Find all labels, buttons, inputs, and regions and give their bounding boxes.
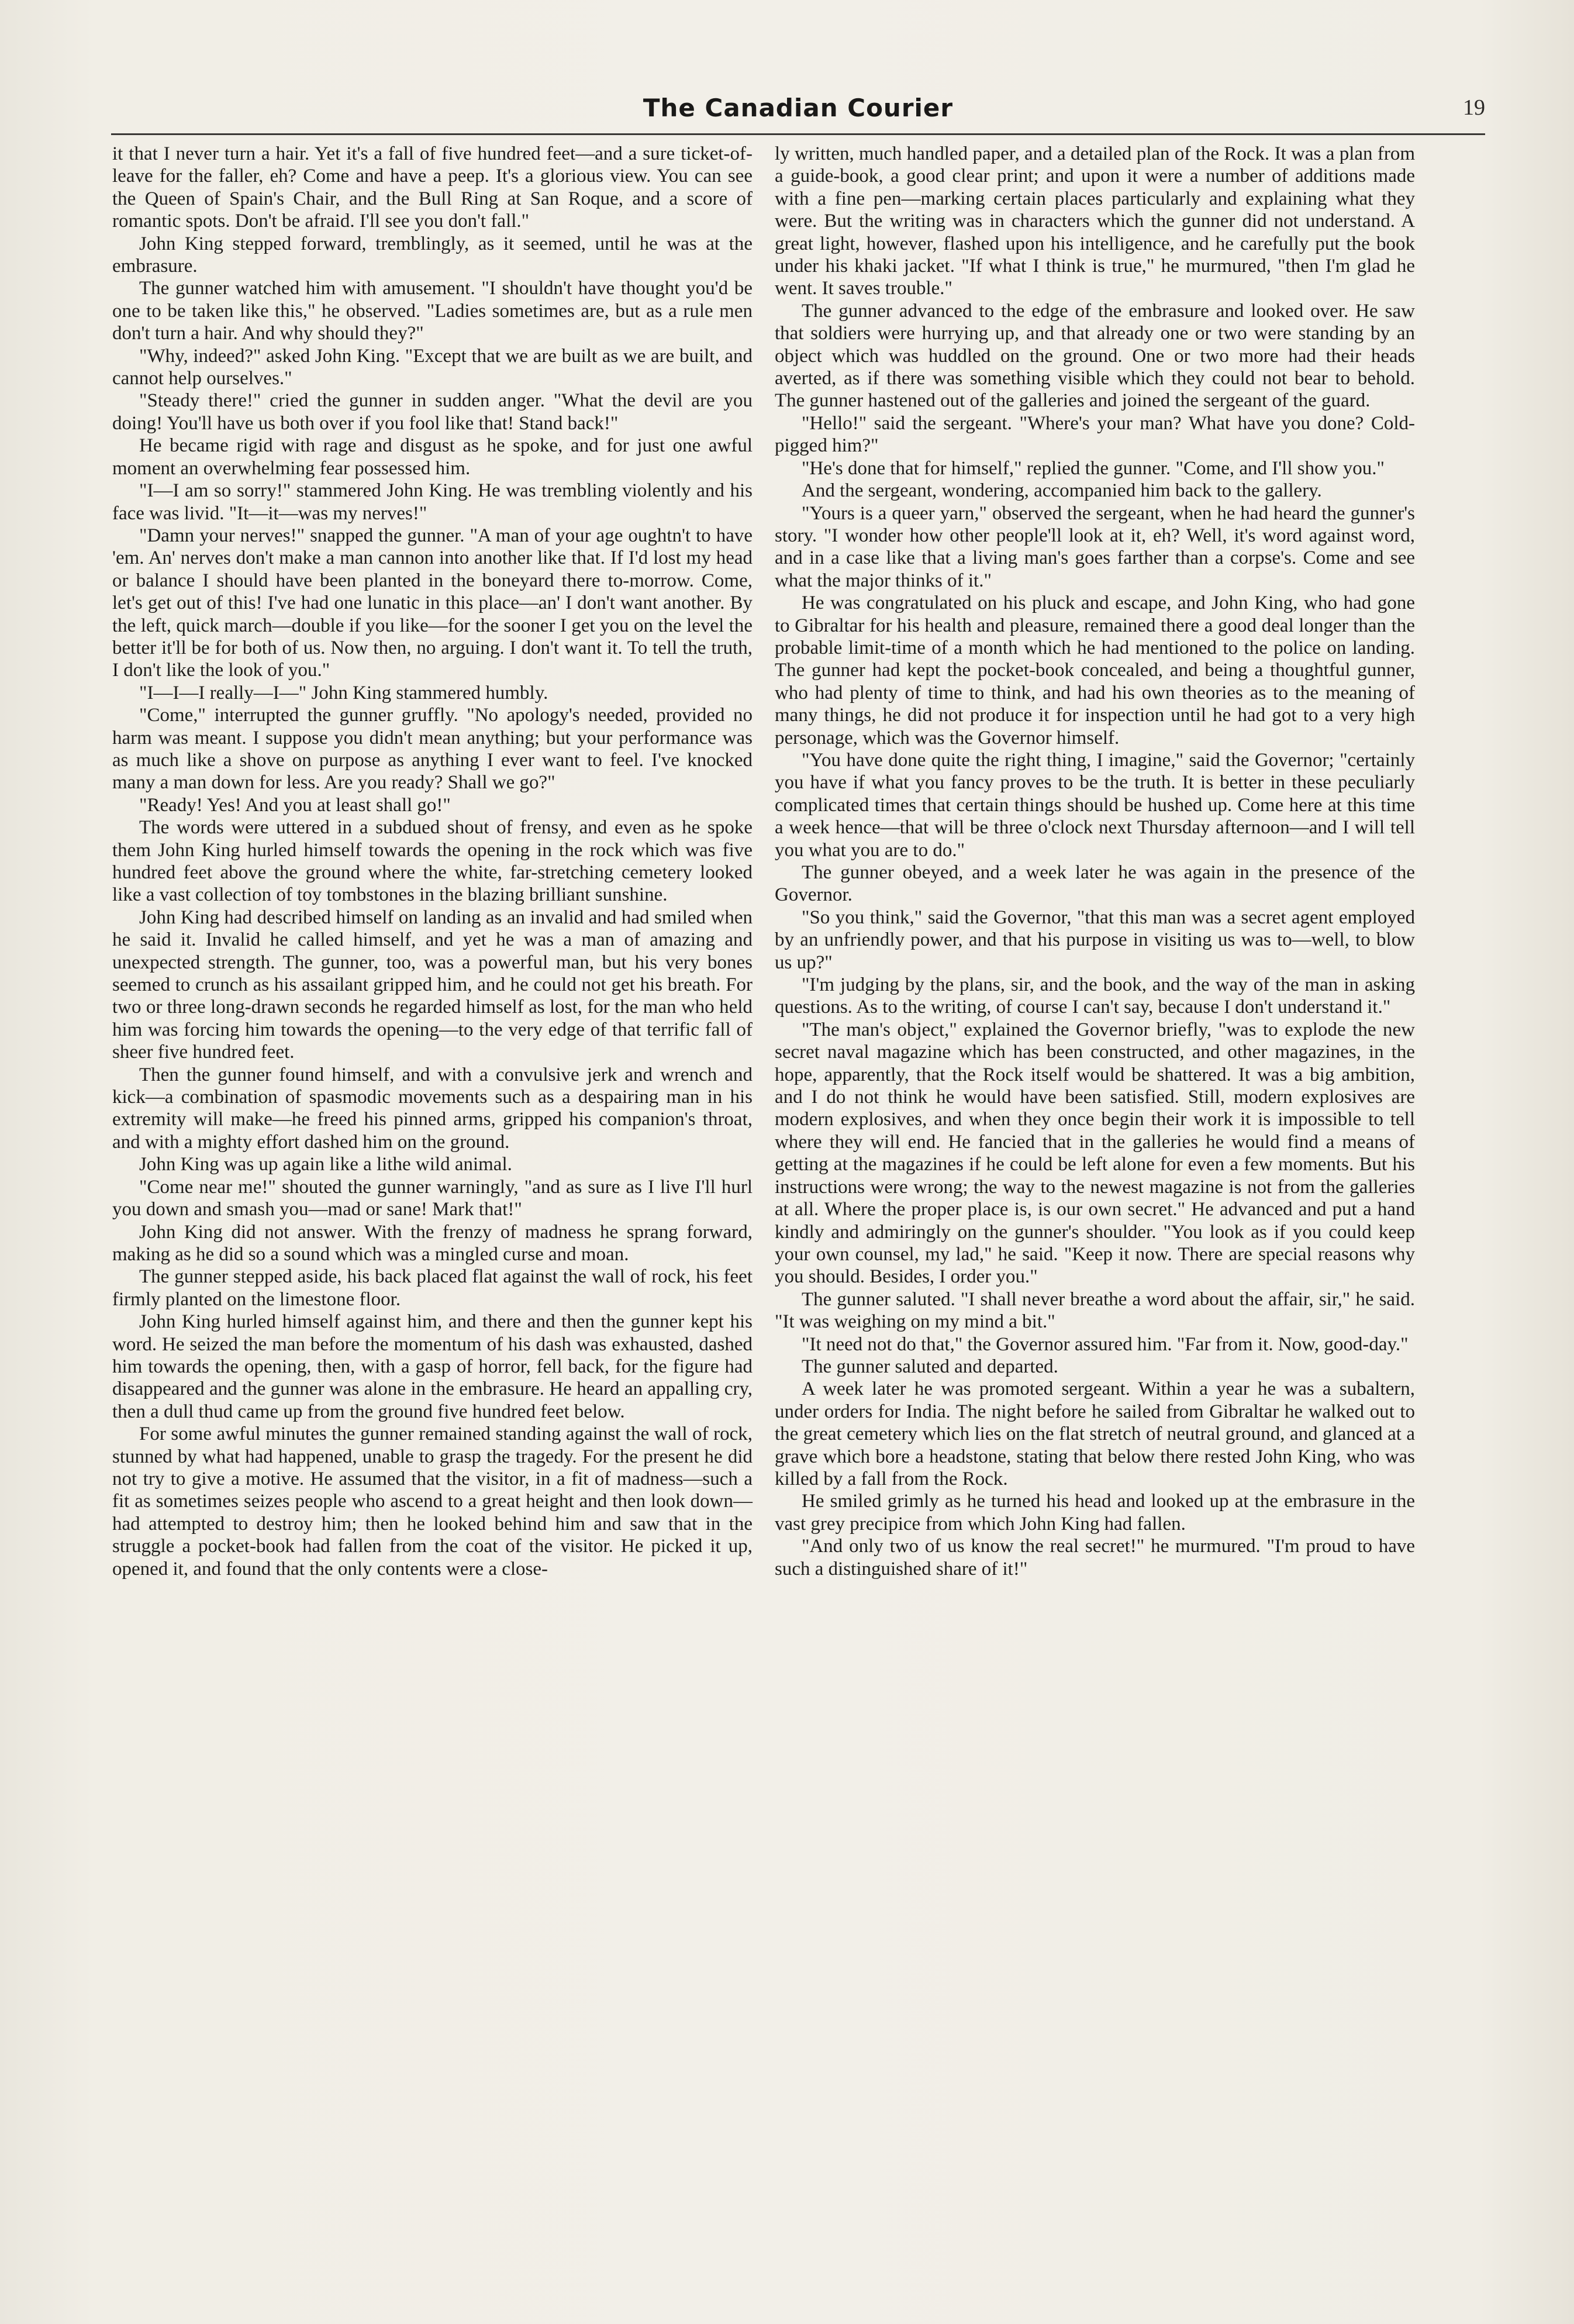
paragraph: The gunner watched him with amusement. "I shouldn't have thought you'd be one to be taken like this," he observed. "Ladies sometimes are, but as a rule men don't turn a hair. And why should they?" xyxy=(112,278,753,344)
paragraph: "Come," interrupted the gunner gruffly. "No apology's needed, provided no harm was meant. I suppose you didn't mean anything; but your performance was as much like a shove on purpose as anything I ever want to feel. I've knocked many a man down for less. Are you ready? Shall we go?" xyxy=(112,705,753,794)
page-number: 19 xyxy=(1463,95,1485,120)
paragraph: John King stepped forward, tremblingly, as it seemed, until he was at the embrasure. xyxy=(112,233,753,277)
paragraph: "I'm judging by the plans, sir, and the book, and the way of the man in asking questions. As to the writing, of course I can't say, because I don't understand it." xyxy=(775,974,1415,1018)
paragraph: it that I never turn a hair. Yet it's a fall of five hundred feet—and a sure ticket-of-leave for the faller, eh? Come and have a peep. It's a glorious view. You can see the Queen of Spain's Chair, and the Bull Ring at San Roque, and a score of romantic spots. Don't be afraid. I'll see you don't fall." xyxy=(112,143,753,232)
paragraph: John King hurled himself against him, and there and then the gunner kept his word. He seized the man before the momentum of his dash was exhausted, dashed him towards the opening, then, with a gasp of horror, fell back, for the figure had disappeared and the gunner was alone in the embrasure. He heard an appalling cry, then a dull thud came up from the ground five hundred feet below. xyxy=(112,1311,753,1422)
paragraph: The gunner stepped aside, his back placed flat against the wall of rock, his feet firmly planted on the limestone floor. xyxy=(112,1266,753,1310)
paragraph: John King had described himself on landing as an invalid and had smiled when he said it. Invalid he called himself, and yet he was a man of amazing and unexpected strength. The gunner, too, was a powerful man, but his very bones seemed to crunch as his assailant gripped him, and he could not get his breath. For two or three long-drawn seconds he regarded himself as lost, for the man who held him was forcing him towards the opening—to the very edge of that terrific fall of sheer five hundred feet. xyxy=(112,906,753,1063)
paragraph: The words were uttered in a subdued shout of frensy, and even as he spoke them John King hurled himself towards the opening in the rock which was five hundred feet above the ground where the white, far-stretching cemetery looked like a vast collection of toy tombstones in the blazing brilliant sunshine. xyxy=(112,817,753,906)
paragraph: "Ready! Yes! And you at least shall go!" xyxy=(139,794,451,816)
paragraph: "Damn your nerves!" snapped the gunner. "A man of your age oughtn't to have 'em. An' nerves don't make a man cannon into another like that. If I'd lost my head or balance I should have been planted in the boneyard there to-morrow. Come, let's get out of this! I've had one lunatic in this place—an' I don't want another. By the left, quick march—double if you like—for the sooner I get you on the level the better it'll be for both of us. Now then, no arguing. I don't want it. To tell the truth, I don't like the look of you." xyxy=(112,525,753,681)
left-column xyxy=(112,143,753,1580)
paragraph: The gunner advanced to the edge of the embrasure and looked over. He saw that soldiers were hurrying up, and that already one or two were standing by an object which was huddled on the ground. One or two more had their heads averted, as if there was something visible which they could not bear to behold. The gunner hastened out of the galleries and joined the sergeant of the guard. xyxy=(775,300,1415,412)
paragraph: "The man's object," explained the Governor briefly, "was to explode the new secret naval magazine which has been constructed, and other magazines, in the hope, apparently, that the Rock itself would be shattered. It was a big ambition, and I do not think he would have been satisfied. Still, modern explosives are modern explosives, and when they once begin their work it is impossible to tell where they will end. He fancied that in the galleries he would find a means of getting at the magazines if he could be left alone for even a few moments. But his instructions were wrong; the way to the newest magazine is not from the galleries at all. Where the proper place is, is our own secret." He advanced and put a hand kindly and admiringly on the gunner's shoulder. "You look as if you could keep your own counsel, my lad," he said. "Keep it now. There are special reasons why you should. Besides, I order you." xyxy=(775,1019,1415,1288)
paragraph: "Yours is a queer yarn," observed the sergeant, when he had heard the gunner's story. "I wonder how other people'll look at it, eh? Well, it's word against word, and in a case like that a living man's goes farther than a corpse's. Come and see what the major thinks of it." xyxy=(775,502,1415,591)
masthead-title: The Canadian Courier xyxy=(643,94,954,122)
page-header xyxy=(111,94,1485,129)
right-column xyxy=(775,143,1415,1580)
paragraph: "Come near me!" shouted the gunner warningly, "and as sure as I live I'll hurl you down and smash you—mad or sane! Mark that!" xyxy=(112,1176,753,1220)
paragraph: John King did not answer. With the frenzy of madness he sprang forward, making as he did so a sound which was a mingled curse and moan. xyxy=(112,1221,753,1265)
paragraph: "Why, indeed?" asked John King. "Except that we are built as we are built, and cannot help ourselves." xyxy=(112,345,753,389)
paragraph: "And only two of us know the real secret!" he murmured. "I'm proud to have such a distinguished share of it!" xyxy=(775,1536,1415,1580)
paragraph: The gunner saluted. "I shall never breathe a word about the affair, sir," he said. "It was weighing on my mind a bit." xyxy=(775,1288,1415,1333)
paragraph: "I—I—I really—I—" John King stammered humbly. xyxy=(139,682,548,704)
paragraph: For some awful minutes the gunner remained standing against the wall of rock, stunned by what had happened, unable to grasp the tragedy. For the present he did not try to give a motive. He assumed that the visitor, in a fit of madness—such a fit as sometimes seizes people who ascend to a great height and then look down—had attempted to destroy him; then he looked behind him and saw that in the struggle a pocket-book had fallen from the coat of the visitor. He picked it up, opened it, and found that the only contents were a close- xyxy=(112,1423,753,1580)
paragraph: He was congratulated on his pluck and escape, and John King, who had gone to Gibraltar for his health and pleasure, remained there a good deal longer than the probable limit-time of a month which he had mentioned to the police on landing. The gunner had kept the pocket-book concealed, and being a thoughtful gunner, who had plenty of time to think, and had his own theories as to the meaning of many things, he did not produce it for inspection until he had got to a very high personage, which was the Governor himself. xyxy=(775,592,1415,749)
paragraph: "He's done that for himself," replied the gunner. "Come, and I'll show you." xyxy=(802,457,1385,479)
paragraph: Then the gunner found himself, and with a convulsive jerk and wrench and kick—a combination of spasmodic movements such as a despairing man in his extremity will make—he freed his pinned arms, gripped his companion's throat, and with a mighty effort dashed him on the ground. xyxy=(112,1064,753,1153)
paragraph: "Steady there!" cried the gunner in sudden anger. "What the devil are you doing! You'll have us both over if you fool like that! Stand back!" xyxy=(112,390,753,434)
paragraph: The gunner saluted and departed. xyxy=(802,1356,1058,1377)
paragraph: "I—I am so sorry!" stammered John King. He was trembling violently and his face was livid. "It—it—was my nerves!" xyxy=(112,480,753,524)
paragraph: "So you think," said the Governor, "that this man was a secret agent employed by an unfriendly power, and that his purpose in visiting us was to—well, to blow us up?" xyxy=(775,906,1415,973)
header-rule xyxy=(111,133,1485,135)
paragraph: He became rigid with rage and disgust as he spoke, and for just one awful moment an overwhelming fear possessed him. xyxy=(112,435,753,479)
paragraph: The gunner obeyed, and a week later he was again in the presence of the Governor. xyxy=(775,862,1415,906)
paragraph: A week later he was promoted sergeant. Within a year he was a subaltern, under orders for India. The night before he sailed from Gibraltar he walked out to the great cemetery which lies on the flat stretch of neutral ground, and glanced at a grave which bore a headstone, stating that below there rested John King, who was killed by a fall from the Rock. xyxy=(775,1378,1415,1489)
paragraph: ly written, much handled paper, and a detailed plan of the Rock. It was a plan from a guide-book, a good clear print; and upon it were a number of additions made with a fine pen—marking certain places particularly and explaining what they were. But the writing was in characters which the gunner did not understand. A great light, however, flashed upon his intelligence, and he carefully put the book under his khaki jacket. "If what I think is true," he murmured, "then I'm glad he went. It saves trouble." xyxy=(775,143,1415,299)
paragraph: And the sergeant, wondering, accompanied him back to the gallery. xyxy=(802,480,1322,502)
paragraph: John King was up again like a lithe wild animal. xyxy=(139,1154,512,1175)
paragraph: "It need not do that," the Governor assured him. "Far from it. Now, good-day." xyxy=(802,1333,1409,1355)
paragraph: "Hello!" said the sergeant. "Where's your man? What have you done? Cold-pigged him?" xyxy=(775,412,1415,457)
paragraph: "You have done quite the right thing, I imagine," said the Governor; "certainly you have if what you fancy proves to be the truth. It is better in these peculiarly complicated times that certain things should be hushed up. Come here at this time a week hence—that will be three o'clock next Thursday afternoon—and I will tell you what you are to do." xyxy=(775,749,1415,861)
paragraph: He smiled grimly as he turned his head and looked up at the embrasure in the vast grey precipice from which John King had fallen. xyxy=(775,1491,1415,1535)
